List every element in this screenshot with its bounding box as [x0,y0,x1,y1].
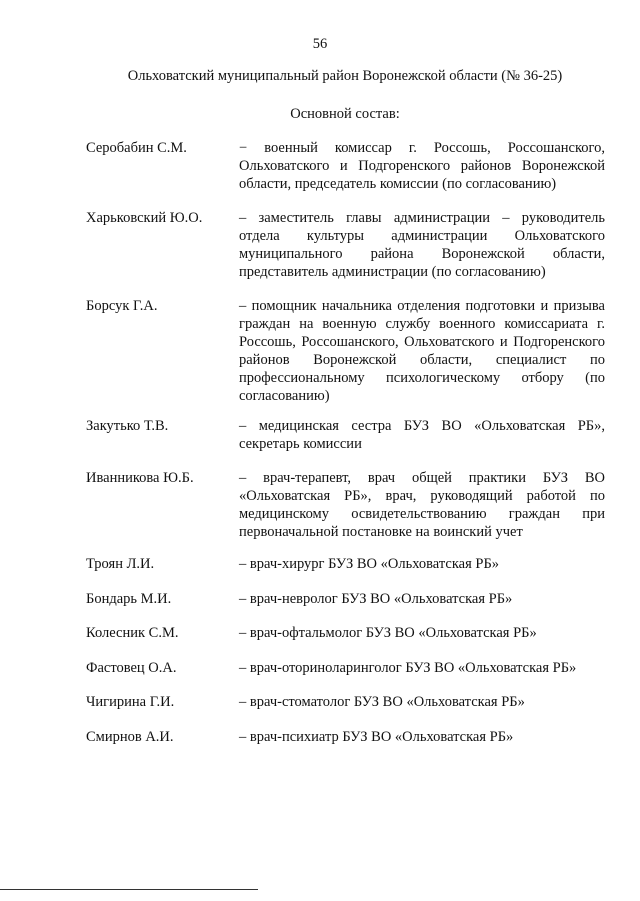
member-name: Фастовец О.А. [86,660,177,676]
member-role: − военный комиссар г. Россошь, Россошанского, Ольховатского и Подгоренского районов Воронежской области, председатель комиссии (по согласованию) [239,140,605,192]
member-role: – заместитель главы администрации – руководитель отдела культуры администрации Ольховатского муниципального района Воронежской области, представитель администрации (по согласованию) [239,210,605,280]
member-role: – помощник начальника отделения подготовки и призыва граждан на военную службу военного комиссариата г. Россошь, Россошанского, Ольховатского и Подгоренского районов Воронежской области, специалист по профессиональному психологическому отбору (по согласованию) [239,298,605,404]
member-role: – врач-терапевт, врач общей практики БУЗ ВО «Ольховатская РБ», врач, руководящий работой по медицинскому освидетельствованию граждан при первоначальной постановке на воинский учет [239,470,605,540]
member-entry-3 [86,297,606,405]
member-entry-10 [86,693,606,711]
member-name: Серобабин С.М. [86,140,187,156]
member-entry-11 [86,728,606,746]
member-role: – врач-стоматолог БУЗ ВО «Ольховатская РБ» [239,694,525,710]
footer-rule [0,889,258,890]
member-entry-2 [86,209,606,281]
section-title: Основной состав: [290,106,400,122]
member-role: – врач-психиатр БУЗ ВО «Ольховатская РБ» [239,729,514,745]
member-role: – врач-офтальмолог БУЗ ВО «Ольховатская РБ» [239,625,537,641]
member-entry-5 [86,469,606,541]
member-name: Иванникова Ю.Б. [86,470,194,486]
member-name: Колесник С.М. [86,625,179,641]
member-entry-8 [86,624,606,642]
page-number: 56 [312,36,328,52]
member-entry-4 [86,417,606,453]
member-name: Харьковский Ю.О. [86,210,203,226]
member-name: Борсук Г.А. [86,298,158,314]
member-role: – врач-невролог БУЗ ВО «Ольховатская РБ» [239,591,513,607]
member-role: – медицинская сестра БУЗ ВО «Ольховатская РБ», секретарь комиссии [239,418,605,452]
member-name: Чигирина Г.И. [86,694,175,710]
member-entry-1 [86,139,606,193]
member-entry-7 [86,590,606,608]
member-entry-6 [86,555,606,573]
member-name: Бондарь М.И. [86,591,172,607]
member-entry-9 [86,659,606,677]
member-name: Закутько Т.В. [86,418,169,434]
member-name: Троян Л.И. [86,556,155,572]
member-role: – врач-оториноларинголог БУЗ ВО «Ольховатская РБ» [239,660,577,676]
district-title: Ольховатский муниципальный район Воронежской области (№ 36-25) [127,68,563,84]
member-role: – врач-хирург БУЗ ВО «Ольховатская РБ» [239,556,500,572]
member-name: Смирнов А.И. [86,729,174,745]
